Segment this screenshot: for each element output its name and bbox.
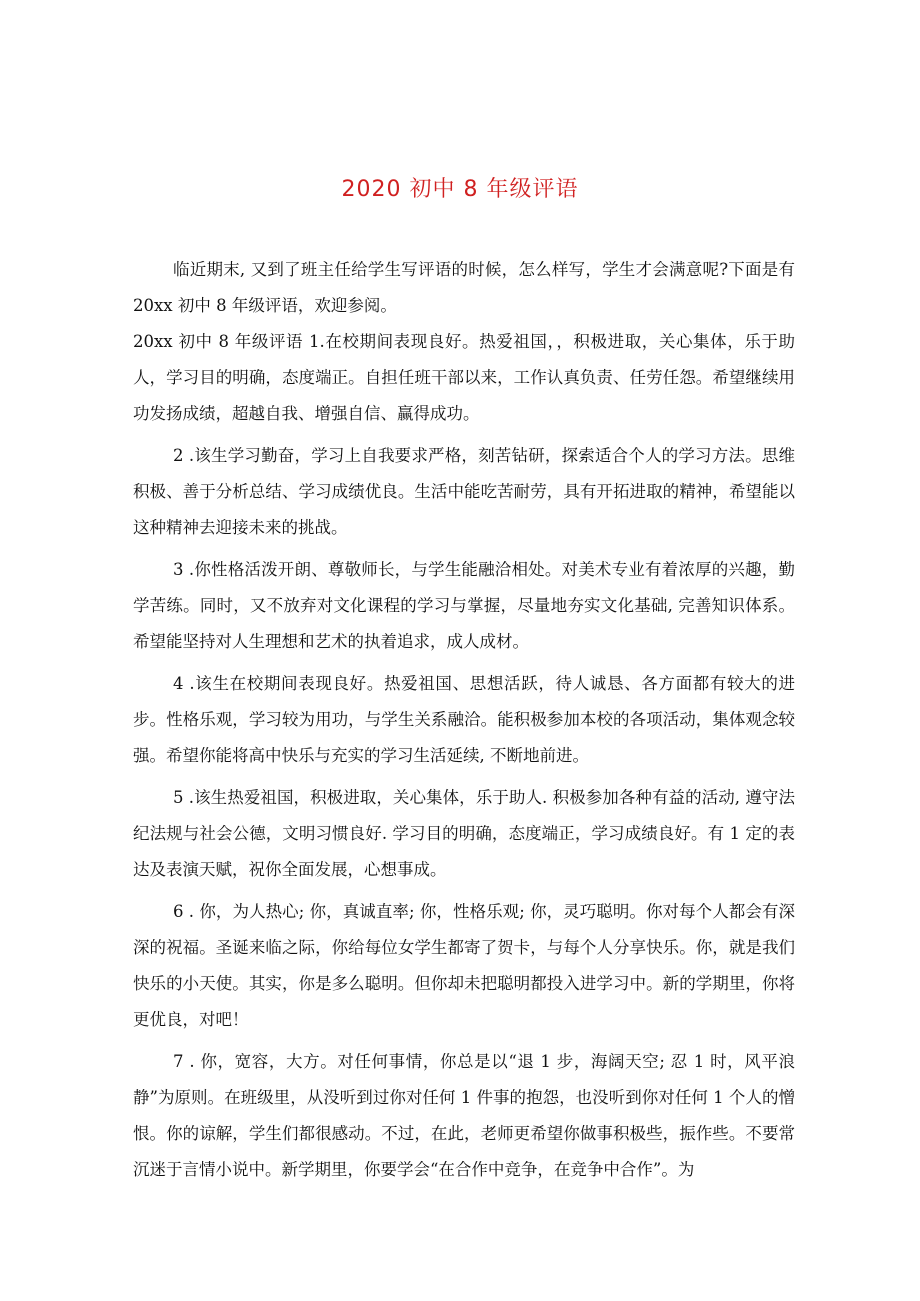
comment-paragraph-6: 6 . 你，为人热心; 你，真诚直率; 你，性格乐观; 你，灵巧聪明。你对每个人都会有深深的祝福。圣诞来临之际，你给每位女学生都寄了贺卡，与每个人分享快乐。你，就是我们快乐的小天使。其实，你是多么聪明。但你却未把聪明都投入进学习中。新的学期里，你将更优良，对吧！: [133, 902, 795, 1029]
intro-paragraph: 临近期末, 又到了班主任给学生写评语的时候，怎么样写，学生才会满意呢?下面是有 20xx 初中 8 年级评语，欢迎参阅。: [133, 260, 795, 315]
comment-paragraph-2: 2 .该生学习勤奋，学习上自我要求严格，刻苦钻研，探索适合个人的学习方法。思维积极、善于分析总结、学习成绩优良。生活中能吃苦耐劳，具有开拓进取的精神，希望能以这种精神去迎接未来的挑战。: [133, 446, 795, 537]
comment-paragraph-3: 3 .你性格活泼开朗、尊敬师长，与学生能融洽相处。对美术专业有着浓厚的兴趣，勤学苦练。同时，又不放弃对文化课程的学习与掌握，尽量地夯实文化基础, 完善知识体系。希望能坚持对人生理想和艺术的执着追求，成人成材。: [133, 560, 795, 651]
comment-paragraph-1: 20xx 初中 8 年级评语 1.在校期间表现良好。热爱祖国，，积极进取，关心集体，乐于助人，学习目的明确，态度端正。自担任班干部以来，工作认真负责、任劳任怨。希望继续用功发扬成绩，超越自我、增强自信、赢得成功。: [133, 332, 795, 423]
document-title: 2020 初中 8 年级评语: [341, 177, 579, 202]
document-body: [133, 252, 795, 1188]
comment-paragraph-5: 5 .该生热爱祖国，积极进取，关心集体，乐于助人. 积极参加各种有益的活动, 遵守法纪法规与社会公德，文明习惯良好. 学习目的明确，态度端正，学习成绩良好。有 1 定的表达及表演天赋，祝你全面发展，心想事成。: [133, 788, 795, 879]
comment-paragraph-4: 4 .该生在校期间表现良好。热爱祖国、思想活跃，待人诚恳、各方面都有较大的进步。性格乐观，学习较为用功，与学生关系融洽。能积极参加本校的各项活动，集体观念较强。希望你能将高中快乐与充实的学习生活延续, 不断地前进。: [133, 674, 795, 765]
comment-paragraph-7: 7 . 你，宽容，大方。对任何事情，你总是以“退 1 步，海阔天空; 忍 1 时，风平浪静”为原则。在班级里，从没听到过你对任何 1 件事的抱怨，也没听到你对任何 1 个人的憎恨。你的谅解，学生们都很感动。不过，在此，老师更希望你做事积极些，振作些。不要常沉迷于言情小说中。新学期里，你要学会“在合作中竞争，在竞争中合作”。为: [133, 1052, 795, 1179]
